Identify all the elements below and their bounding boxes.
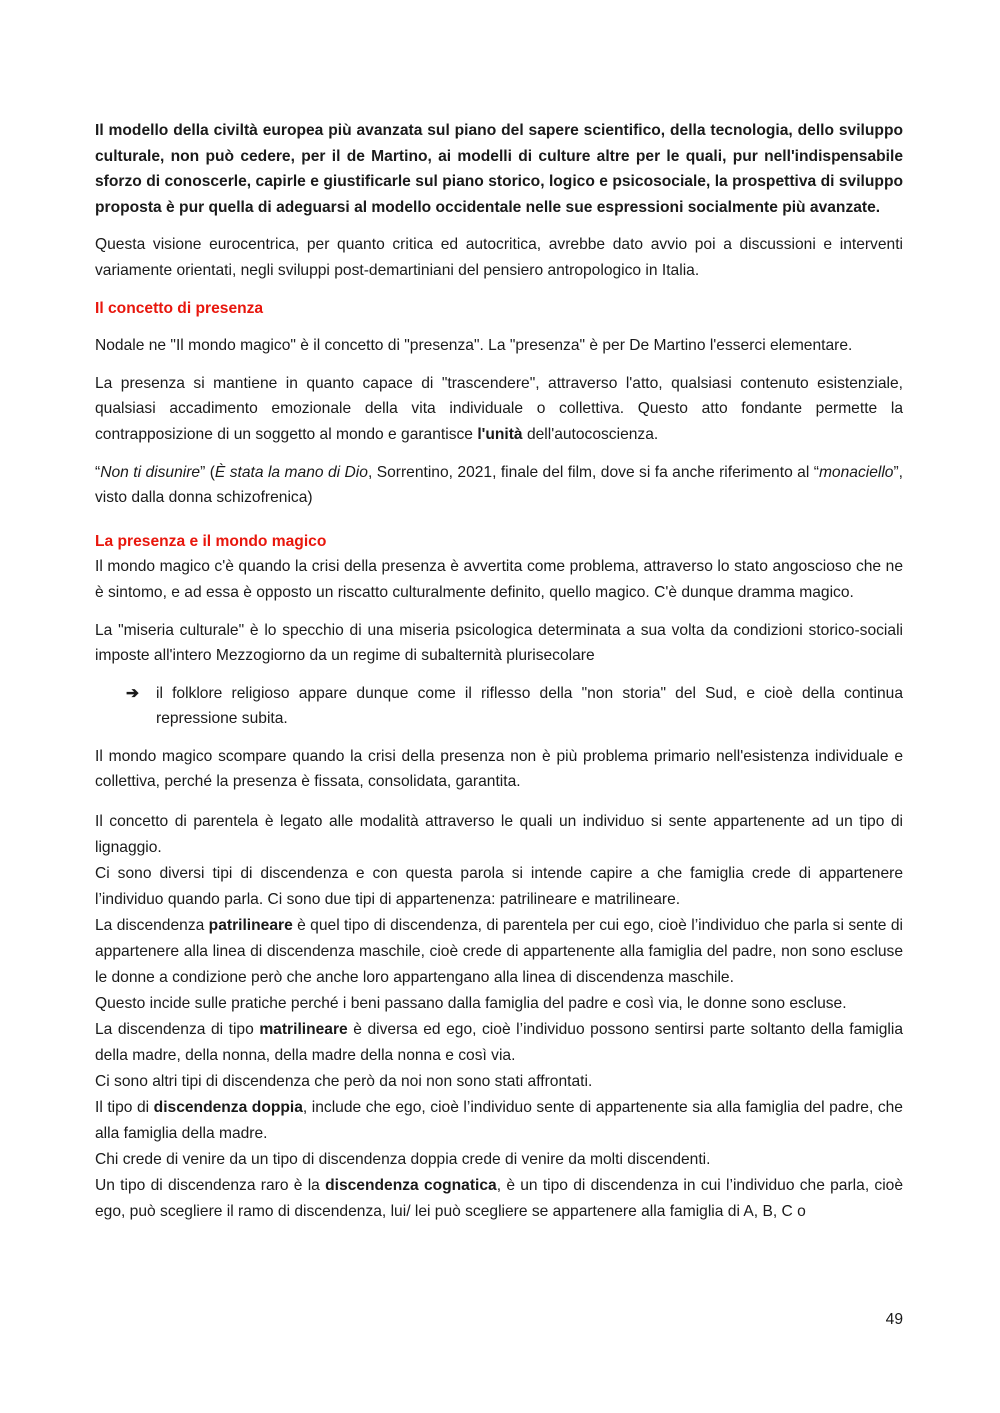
arrow-icon: ➔ [126,684,140,702]
paragraph-matrilineare [95,1017,903,1069]
paragraph-eurocentric: Questa visione eurocentrica, per quanto critica ed autocritica, avrebbe dato avvio poi a discussioni e interventi variamente orientati, negli sviluppi post-demartiniani del pensiero antropologico in Italia. [95,236,903,279]
text-run-bold: matrilineare [259,1021,348,1039]
paragraph-mondo-magico: Il mondo magico c'è quando la crisi della presenza è avvertita come problema, attraverso lo stato angoscioso che ne è sintomo, e ad essa è opposto un riscatto culturalmente definito, quello magico. C'è dunque dramma magico. [95,558,903,601]
text-run: è diversa ed ego, cioè l’individuo possono sentirsi parte soltanto della famiglia della madre, della nonna, della madre della nonna e così via. [95,1021,903,1065]
text-run-bold: discendenza cognatica [325,1177,497,1195]
text-run: ” ( [200,463,215,481]
paragraph-mondo-scompare: Il mondo magico scompare quando la crisi della presenza non è più problema primario nell'esistenza individuale e collettiva, perché la presenza è fissata, consolidata, garantita. [95,747,903,791]
text-run: Il tipo di [95,1099,154,1117]
paragraph-pratiche: Questo incide sulle pratiche perché i beni passano dalla famiglia del padre e così via, le donne sono escluse. [95,995,847,1013]
heading-presenza-mondo-magico: La presenza e il mondo magico [95,532,327,550]
text-run: Un tipo di discendenza raro è la [95,1177,326,1195]
paragraph-cognatica [95,1173,903,1225]
paragraph-altri-tipi: Ci sono altri tipi di discendenza che però da noi non sono stati affrontati. [95,1073,593,1091]
text-run: La presenza si mantiene in quanto capace di "trascendere", attraverso l'atto, qualsiasi contenuto esistenziale, qualsiasi accadimento emozionale della vita individuale o collettiva. Questo atto fondante permette la contrapposizione di un soggetto al mondo e garantisce [95,374,903,443]
paragraph-nodale: Nodale ne "Il mondo magico" è il concetto di "presenza". La "presenza" è per De Martino l'esserci elementare. [95,337,853,355]
text-run: , include che ego, cioè l’individuo sente di appartenente sia alla famiglia del padre, che alla famiglia della madre. [95,1099,903,1143]
list-item [95,681,903,732]
paragraph-doppia [95,1095,903,1147]
text-run-italic: monaciello [818,463,894,481]
text-run-bold: l'unità [477,425,523,443]
paragraph-miseria-culturale: La "miseria culturale" è lo specchio di una miseria psicologica determinata a sua volta da condizioni storico-sociali imposte all'intero Mezzogiorno da un regime di subalternità plurisecolare [95,621,903,665]
heading-concetto-presenza: Il concetto di presenza [95,299,264,317]
text-run: dell'autocoscienza. [522,425,659,443]
text-run-italic: È stata la mano di Dio [214,463,368,481]
text-run: La discendenza [95,917,209,935]
text-run: “ [95,463,101,481]
text-run: ”, visto dalla donna schizofrenica) [95,463,904,507]
document-body [95,118,903,1225]
paragraph-intro: Il modello della civiltà europea più avanzata sul piano del sapere scientifico, della tecnologia, dello sviluppo culturale, non può cedere, per il de Martino, ai modelli di culture altre per le quali, pur nell'indispensabile sforzo di conoscerle, capirle e giustificarle sul piano storico, logico e psicosociale, la prospettiva di sviluppo proposta è pur quella di adeguarsi al modello occidentale nelle sue espressioni socialmente più avanzate. [95,122,903,216]
list-item-text: il folklore religioso appare dunque come il riflesso della "non storia" del Sud, e cioè della continua repressione subita. [156,684,903,728]
paragraph-molti-discendenti: Chi crede di venire da un tipo di discendenza doppia crede di venire da molti discendenti. [95,1151,711,1169]
text-run: La discendenza di tipo [95,1021,260,1039]
text-run-italic: Non ti disunire [100,463,201,481]
paragraph-film-quote [95,460,903,511]
paragraph-parentela: Il concetto di parentela è legato alle modalità attraverso le quali un individuo si sente appartenente ad un tipo di lignaggio. [95,813,903,857]
text-run-bold: discendenza doppia [153,1099,303,1117]
paragraph-presenza-mantiene [95,371,903,448]
text-run: è quel tipo di discendenza, di parentela per cui ego, cioè l’individuo che parla si sente di appartenere alla linea di discendenza maschile, cioè crede di appartenente alla famiglia del padre, non sono escluse le donne a condizione però che anche loro appartengano alla linea di discendenza maschile. [95,917,903,987]
page-number: 49 [885,1311,903,1328]
text-run-bold: patrilineare [208,917,293,935]
paragraph-patrilineare [95,913,903,991]
text-run: , Sorrentino, 2021, finale del film, dove si fa anche riferimento al “ [367,463,819,481]
text-run: , è un tipo di discendenza in cui l’individuo che parla, cioè ego, può scegliere il ramo di discendenza, lui/ lei può scegliere se appartenere alla famiglia di A, B, C o [95,1177,904,1221]
paragraph-tipi-discendenza: Ci sono diversi tipi di discendenza e con questa parola si intende capire a che famiglia crede di appartenere l’individuo quando parla. Ci sono due tipi di appartenenza: patrilineare e matrilineare. [95,865,903,909]
